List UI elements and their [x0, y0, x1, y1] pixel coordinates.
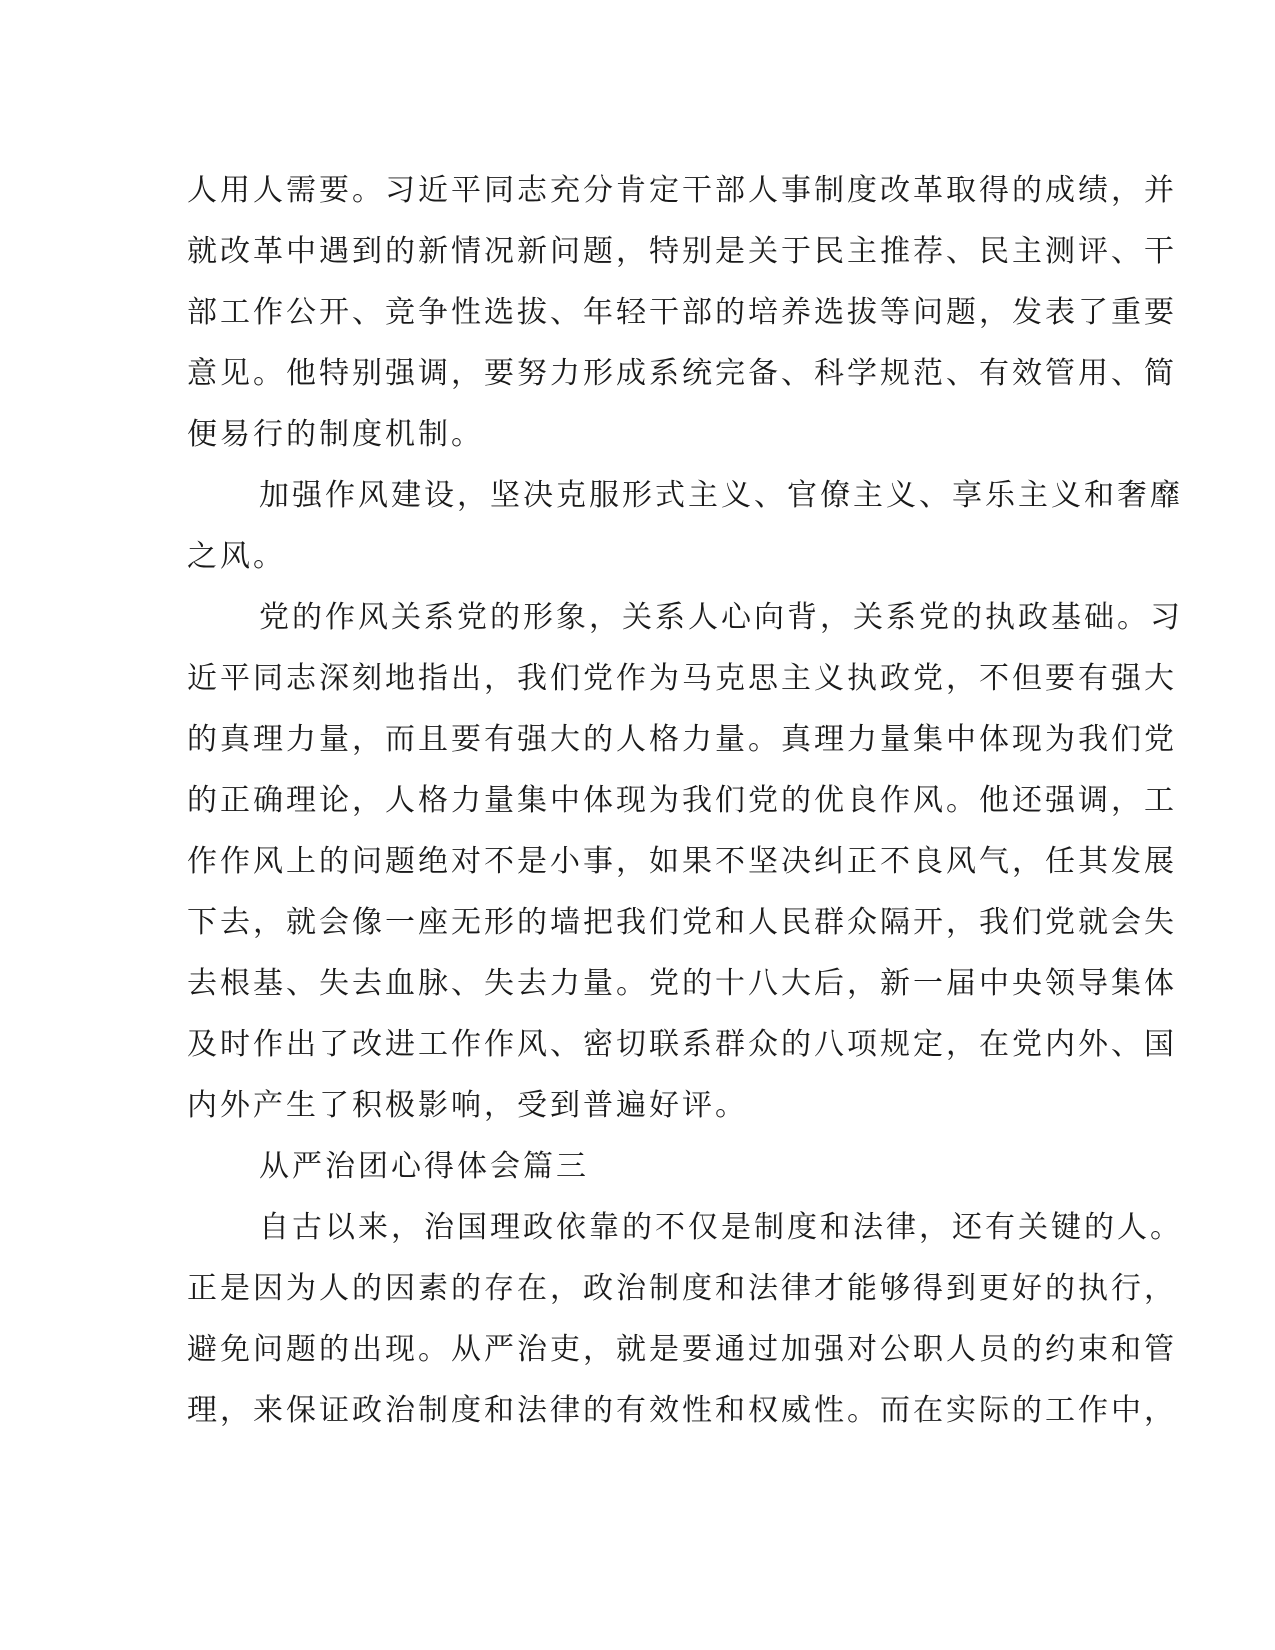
- text-line: 意见。他特别强调，要努力形成系统完备、科学规范、有效管用、简: [187, 356, 1177, 391]
- text-line: 作作风上的问题绝对不是小事，如果不坚决纠正不良风气，任其发展: [187, 844, 1177, 879]
- text-line: 部工作公开、竞争性选拔、年轻干部的培养选拔等问题，发表了重要: [187, 295, 1177, 330]
- text-line: 的正确理论，人格力量集中体现为我们党的优良作风。他还强调，工: [187, 783, 1177, 818]
- paragraph-start-line: 自古以来，治国理政依靠的不仅是制度和法律，还有关键的人。: [259, 1210, 1183, 1245]
- text-line: 人用人需要。习近平同志充分肯定干部人事制度改革取得的成绩，并: [187, 173, 1177, 208]
- text-line: 正是因为人的因素的存在，政治制度和法律才能够得到更好的执行，: [187, 1271, 1177, 1306]
- text-line: 近平同志深刻地指出，我们党作为马克思主义执政党，不但要有强大: [187, 661, 1177, 696]
- text-line: 内外产生了积极影响，受到普遍好评。: [187, 1088, 748, 1123]
- paragraph-heading-line: 加强作风建设，坚决克服形式主义、官僚主义、享乐主义和奢靡: [259, 478, 1183, 513]
- text-line: 理，来保证政治制度和法律的有效性和权威性。而在实际的工作中，: [187, 1393, 1177, 1428]
- text-line: 避免问题的出现。从严治吏，就是要通过加强对公职人员的约束和管: [187, 1332, 1177, 1367]
- body-text: [187, 160, 1183, 1441]
- text-line: 及时作出了改进工作作风、密切联系群众的八项规定，在党内外、国: [187, 1027, 1177, 1062]
- text-line: 下去，就会像一座无形的墙把我们党和人民群众隔开，我们党就会失: [187, 905, 1177, 940]
- section-title: 从严治团心得体会篇三: [259, 1149, 589, 1184]
- text-line: 便易行的制度机制。: [187, 417, 484, 452]
- text-line: 之风。: [187, 539, 286, 574]
- text-line: 的真理力量，而且要有强大的人格力量。真理力量集中体现为我们党: [187, 722, 1177, 757]
- paragraph-start-line: 党的作风关系党的形象，关系人心向背，关系党的执政基础。习: [259, 600, 1183, 635]
- text-line: 就改革中遇到的新情况新问题，特别是关于民主推荐、民主测评、干: [187, 234, 1177, 269]
- text-line: 去根基、失去血脉、失去力量。党的十八大后，新一届中央领导集体: [187, 966, 1177, 1001]
